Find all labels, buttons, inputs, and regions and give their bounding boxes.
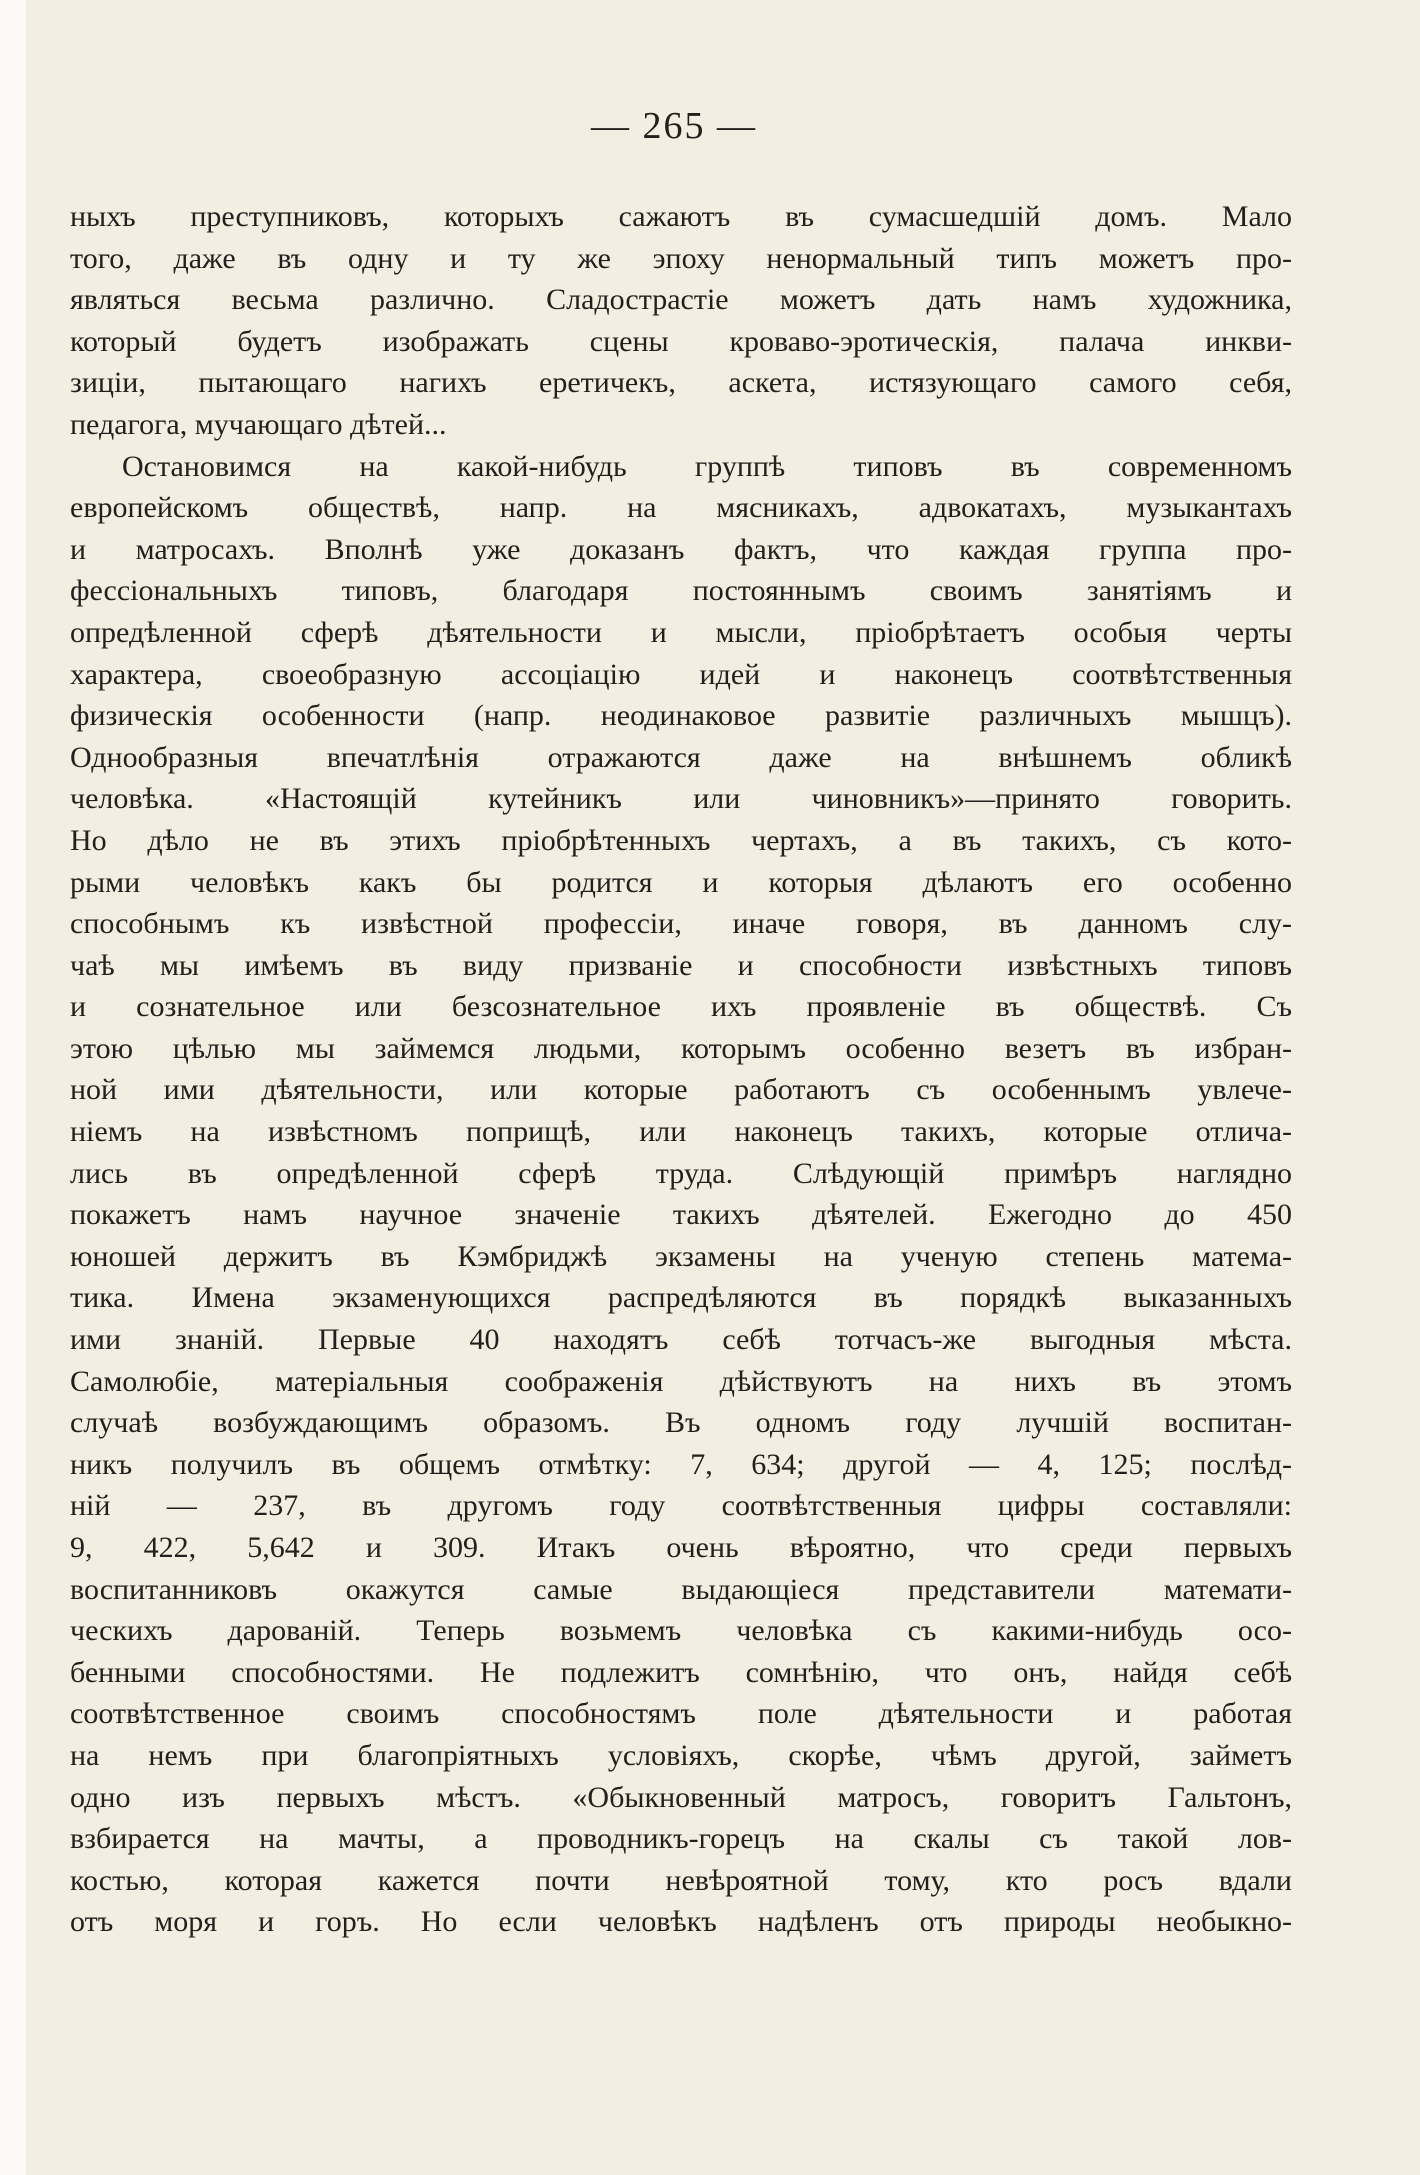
text-line: ніемъ на извѣстномъ поприщѣ, или наконецъ такихъ, которые отлича- [70, 1115, 1292, 1149]
text-line: ной ими дѣятельности, или которые работаютъ съ особеннымъ увлече- [70, 1073, 1292, 1107]
text-line: Однообразныя впечатлѣнія отражаются даже на внѣшнемъ обликѣ [70, 740, 1292, 774]
text-line: костью, которая кажется почти невѣроятной тому, кто росъ вдали [70, 1863, 1292, 1897]
text-line: покажетъ намъ научное значеніе такихъ дѣятелей. Ежегодно до 450 [70, 1198, 1292, 1232]
text-line: европейскомъ обществѣ, напр. на мясникахъ, адвокатахъ, музыкантахъ [70, 491, 1292, 525]
text-line: никъ получилъ въ общемъ отмѣтку: 7, 634; другой — 4, 125; послѣд- [70, 1447, 1292, 1481]
text-line: на немъ при благопріятныхъ условіяхъ, скорѣе, чѣмъ другой, займетъ [70, 1738, 1292, 1772]
text-line: являться весьма различно. Сладострастіе можетъ дать намъ художника, [70, 283, 1292, 317]
text-line: ныхъ преступниковъ, которыхъ сажаютъ въ сумасшедшій домъ. Мало [70, 200, 1292, 233]
text-line: фессіональныхъ типовъ, благодаря постояннымъ своимъ занятіямъ и [70, 574, 1292, 608]
text-line: человѣка. «Настоящій кутейникъ или чиновникъ»—принято говорить. [70, 782, 1292, 816]
scan-margin [0, 0, 26, 2175]
text-line: того, даже въ одну и ту же эпоху ненормальный типъ можетъ про- [70, 241, 1292, 275]
page-body-text [70, 196, 1292, 1943]
text-line: ній — 237, въ другомъ году соотвѣтственныя цифры составляли: [70, 1489, 1292, 1523]
text-line: чаѣ мы имѣемъ въ виду призваніе и способности извѣстныхъ типовъ [70, 948, 1292, 982]
text-line: лись въ опредѣленной сферѣ труда. Слѣдующій примѣръ наглядно [70, 1156, 1292, 1190]
text-line: который будетъ изображать сцены кроваво-эротическія, палача инкви- [70, 324, 1292, 358]
text-line: случаѣ возбуждающимъ образомъ. Въ одномъ году лучшій воспитан- [70, 1406, 1292, 1440]
text-line: способнымъ къ извѣстной профессіи, иначе говоря, въ данномъ слу- [70, 907, 1292, 941]
text-line: этою цѣлью мы займемся людьми, которымъ особенно везетъ въ избран- [70, 1031, 1292, 1065]
text-line: характера, своеобразную ассоціацію идей и наконецъ соотвѣтственныя [70, 657, 1292, 691]
text-line: Но дѣло не въ этихъ пріобрѣтенныхъ чертахъ, а въ такихъ, съ кото- [70, 823, 1292, 857]
text-line: педагога, мучающаго дѣтей... [70, 407, 447, 441]
text-line: 9, 422, 5,642 и 309. Итакъ очень вѣроятно, что среди первыхъ [70, 1531, 1292, 1564]
text-line: отъ моря и горъ. Но если человѣкъ надѣленъ отъ природы необыкно- [70, 1905, 1292, 1939]
text-line: взбирается на мачты, а проводникъ-горецъ на скалы съ такой лов- [70, 1822, 1292, 1856]
text-line: и сознательное или безсознательное ихъ проявленіе въ обществѣ. Съ [70, 990, 1292, 1024]
text-line: соотвѣтственное своимъ способностямъ поле дѣятельности и работая [70, 1697, 1292, 1731]
paragraph-start-line: Остановимся на какой-нибудь группѣ типовъ въ современномъ [122, 449, 1292, 483]
text-line: рыми человѣкъ какъ бы родится и которыя дѣлаютъ его особенно [70, 865, 1292, 899]
text-line: воспитанниковъ окажутся самые выдающіеся представители математи- [70, 1572, 1292, 1606]
page-number: — 265 — [591, 105, 757, 147]
text-line: физическія особенности (напр. неодинаковое развитіе различныхъ мышцъ). [70, 699, 1292, 733]
text-line: и матросахъ. Вполнѣ уже доказанъ фактъ, что каждая группа про- [70, 532, 1292, 566]
book-page [26, 0, 1420, 2175]
text-line: зиціи, пытающаго нагихъ еретичекъ, аскета, истязующаго самого себя, [70, 366, 1292, 400]
text-line: юношей держитъ въ Кэмбриджѣ экзамены на ученую степень матема- [70, 1239, 1292, 1273]
text-line: бенными способностями. Не подлежитъ сомнѣнію, что онъ, найдя себѣ [70, 1655, 1292, 1689]
text-line: опредѣленной сферѣ дѣятельности и мысли, пріобрѣтаетъ особыя черты [70, 615, 1292, 649]
text-line: одно изъ первыхъ мѣстъ. «Обыкновенный матросъ, говоритъ Гальтонъ, [70, 1780, 1292, 1814]
text-line: Самолюбіе, матеріальныя соображенія дѣйствуютъ на нихъ въ этомъ [70, 1364, 1292, 1398]
text-line: ими знаній. Первые 40 находятъ себѣ тотчасъ-же выгодныя мѣста. [70, 1323, 1292, 1357]
text-line: ческихъ дарованій. Теперь возьмемъ человѣка съ какими-нибудь осо- [70, 1614, 1292, 1648]
text-line: тика. Имена экзаменующихся распредѣляются въ порядкѣ выказанныхъ [70, 1281, 1292, 1315]
